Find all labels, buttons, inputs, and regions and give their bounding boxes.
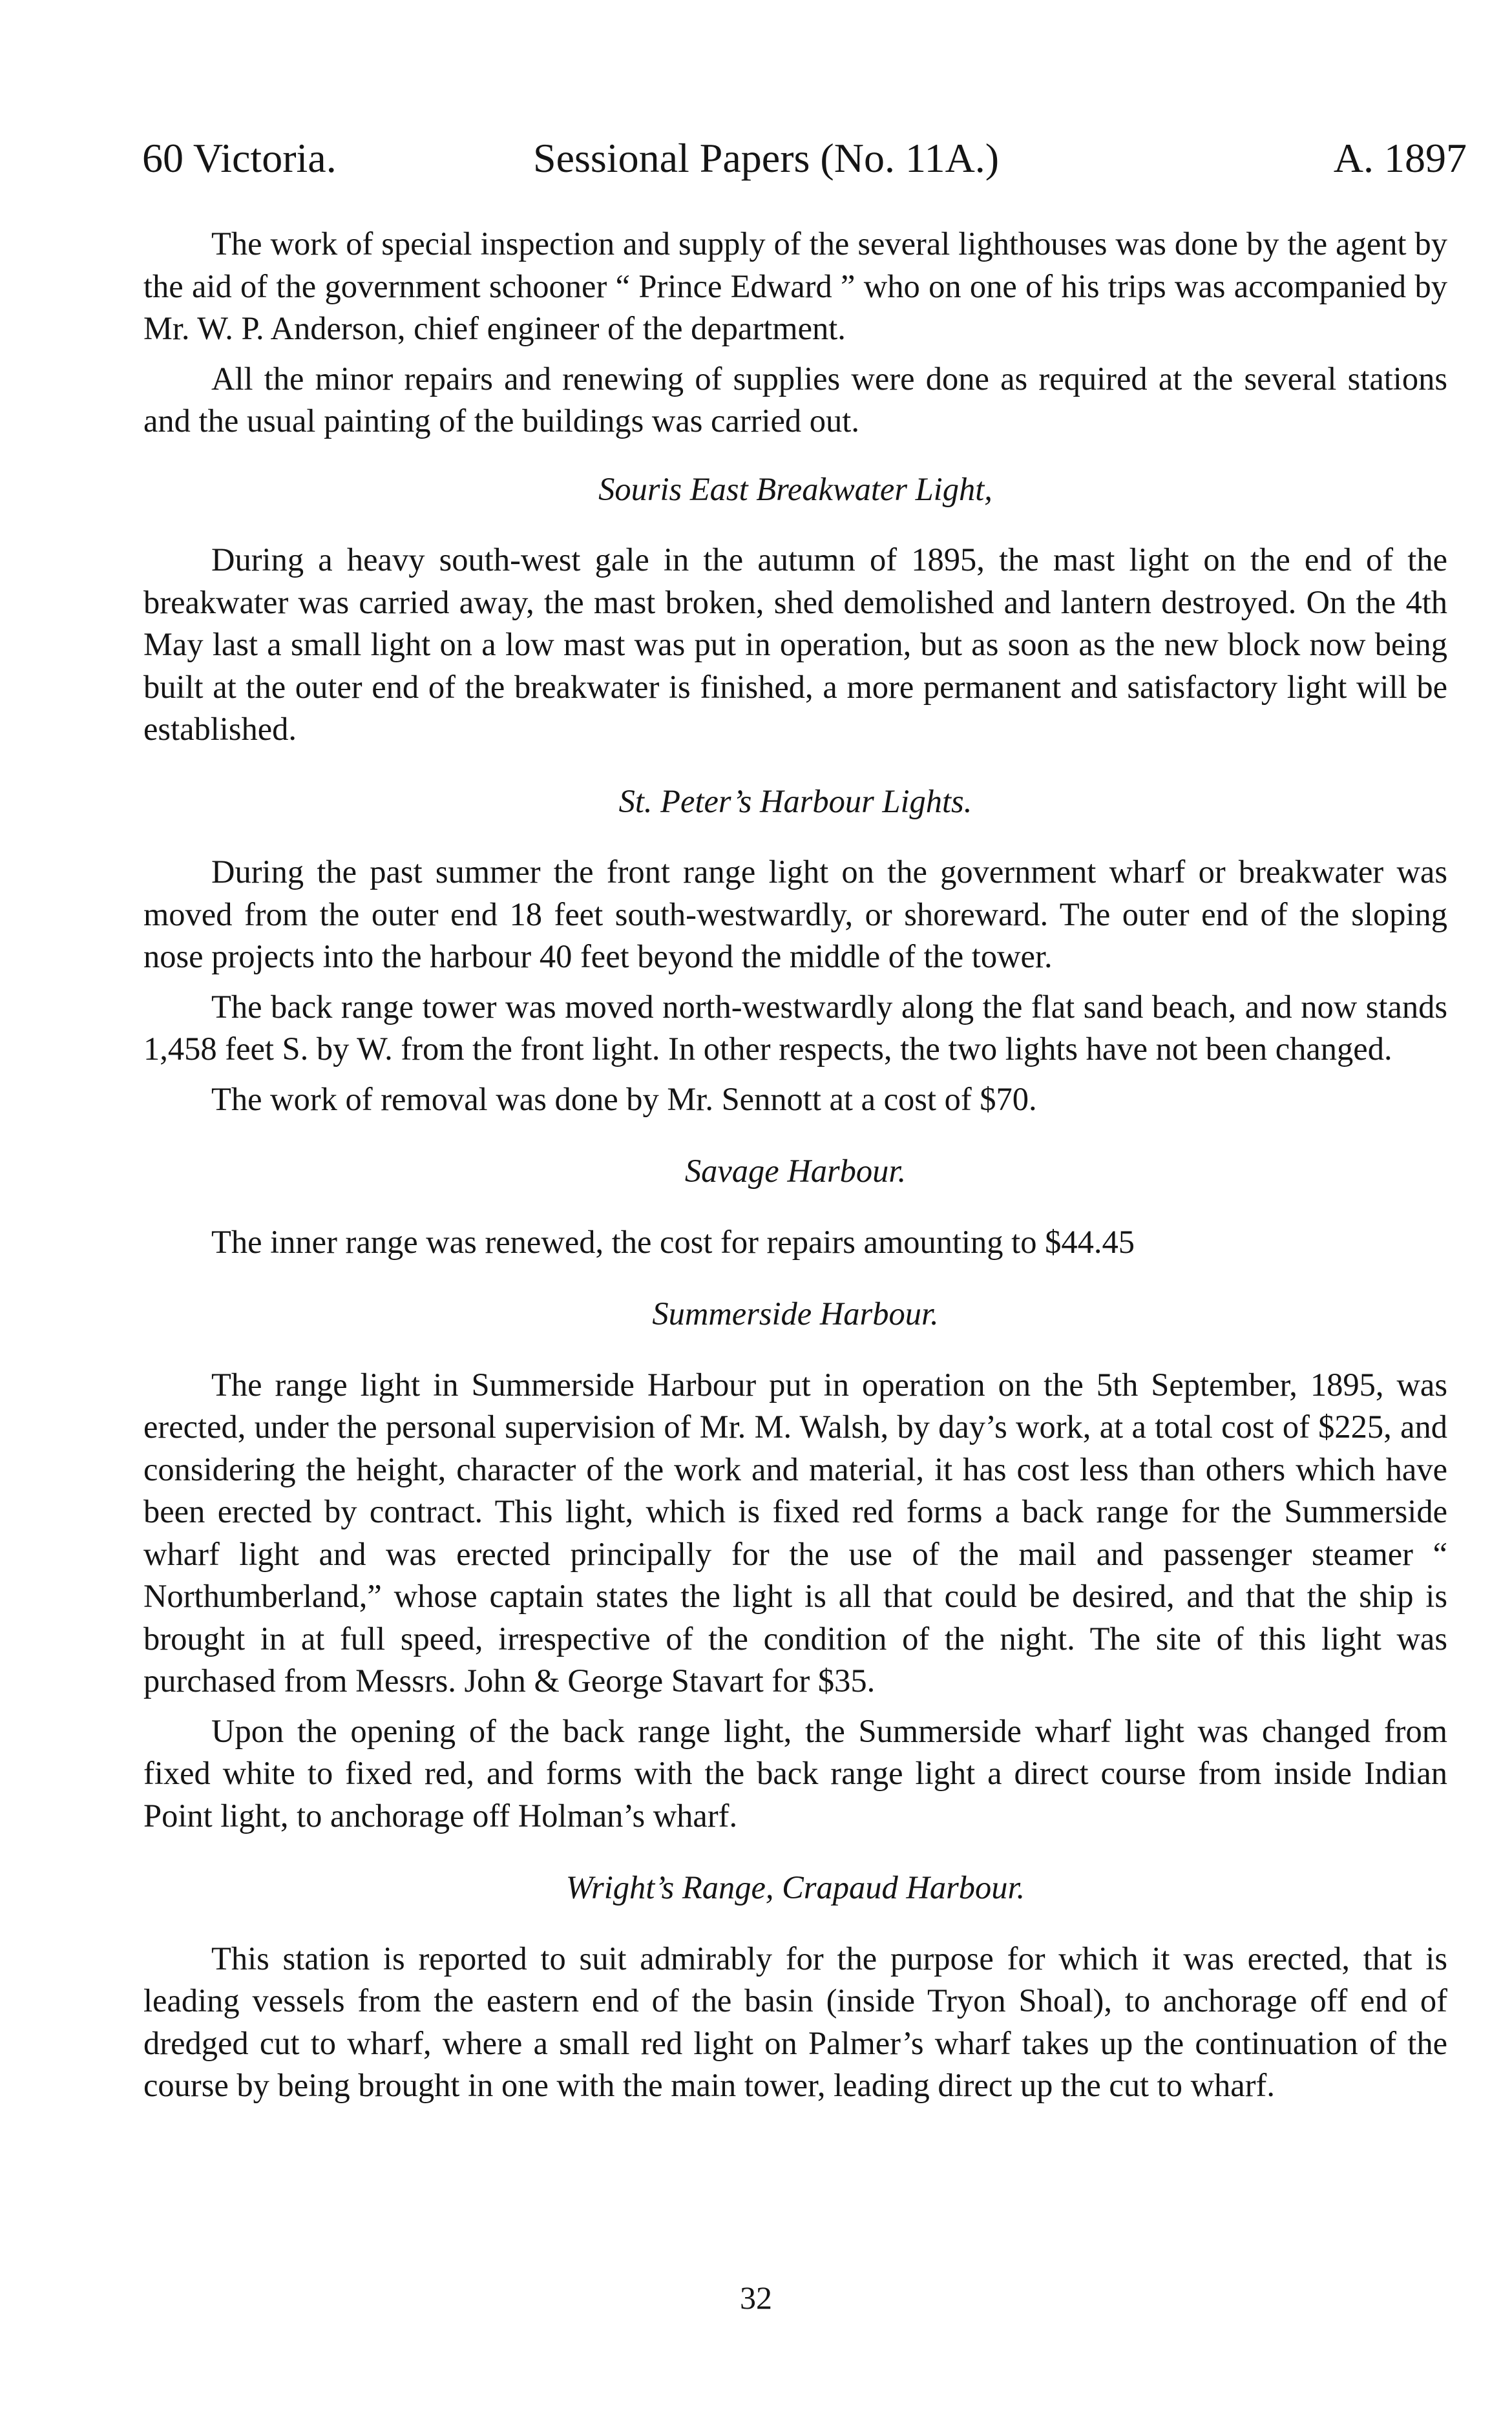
section-heading-souris: Souris East Breakwater Light, — [598, 470, 992, 507]
section-heading-st-peters: St. Peter’s Harbour Lights. — [618, 782, 972, 819]
intro-paragraph-2: All the minor repairs and renewing of supplies were done as required at the several stations and the usual painting of the buildings was carried out. — [143, 360, 1447, 439]
st-peters-paragraph-1: During the past summer the front range light on the government wharf or breakwater was moved from the outer end 18 feet south-westwardly, or shoreward. The outer end of the sloping nose projects into the harbour 40 feet beyond the middle of the tower. — [143, 854, 1447, 974]
section-heading-savage: Savage Harbour. — [684, 1153, 907, 1189]
wrights-paragraph-1: This station is reported to suit admirably for the purpose for which it was erected, that is leading vessels from the eastern end of the basin (inside Tryon Shoal), to anchorage off end of dredged cut to wharf, where a small red light on Palmer’s wharf takes up the continuation of the course by being brought in one with the main tower, leading direct up the cut to wharf. — [143, 1940, 1447, 2103]
header-publication: Sessional Papers (No. 11A.) — [533, 135, 1000, 181]
header-session: 60 Victoria. — [142, 135, 337, 181]
summerside-paragraph-1: The range light in Summerside Harbour put in operation on the 5th September, 1895, was erected, under the personal supervision of Mr. M. Walsh, by day’s work, at a total cost of $225, and considering the height, character of the work and material, it has cost less than others which have been erected by contract. This light, which is fixed red forms a back range for the Summerside wharf light and was erected principally for the use of the mail and passenger steamer “ Northumberland,” whose captain states the light is all that could be desired, and that the ship is brought in at full speed, irrespective of the condition of the night. The site of this light was purchased from Messrs. John & George Stavart for $35. — [143, 1366, 1447, 1699]
intro-paragraph-1: The work of special inspection and supply of the several lighthouses was done by the agent by the aid of the government schooner “ Prince Edward ” who on one of his trips was accompanied by Mr. W. P. Anderson, chief engineer of the department. — [143, 226, 1447, 346]
running-header — [142, 129, 1467, 187]
header-year: A. 1897 — [1333, 135, 1467, 181]
body-text — [143, 223, 1447, 2107]
section-heading-summerside: Summerside Harbour. — [652, 1296, 939, 1332]
st-peters-paragraph-3: The work of removal was done by Mr. Sennott at a cost of $70. — [211, 1080, 1037, 1117]
st-peters-paragraph-2: The back range tower was moved north-westwardly along the flat sand beach, and now stands 1,458 feet S. by W. from the front light. In other respects, the two lights have not been changed. — [143, 988, 1447, 1067]
souris-paragraph-1: During a heavy south-west gale in the autumn of 1895, the mast light on the end of the breakwater was carried away, the mast broken, shed demolished and lantern destroyed. On the 4th May last a small light on a low mast was put in operation, but as soon as the new block now being built at the outer end of the breakwater is finished, a more permanent and satisfactory light will be established. — [143, 541, 1447, 747]
summerside-paragraph-2: Upon the opening of the back range light, the Summerside wharf light was changed from fixed white to fixed red, and forms with the back range light a direct course from inside Indian Point light, to anchorage off Holman’s wharf. — [143, 1712, 1447, 1834]
section-heading-wrights: Wright’s Range, Crapaud Harbour. — [565, 1869, 1025, 1906]
page-number: 32 — [740, 2280, 772, 2316]
savage-paragraph-1: The inner range was renewed, the cost for repairs amounting to $44.45 — [211, 1223, 1135, 1260]
